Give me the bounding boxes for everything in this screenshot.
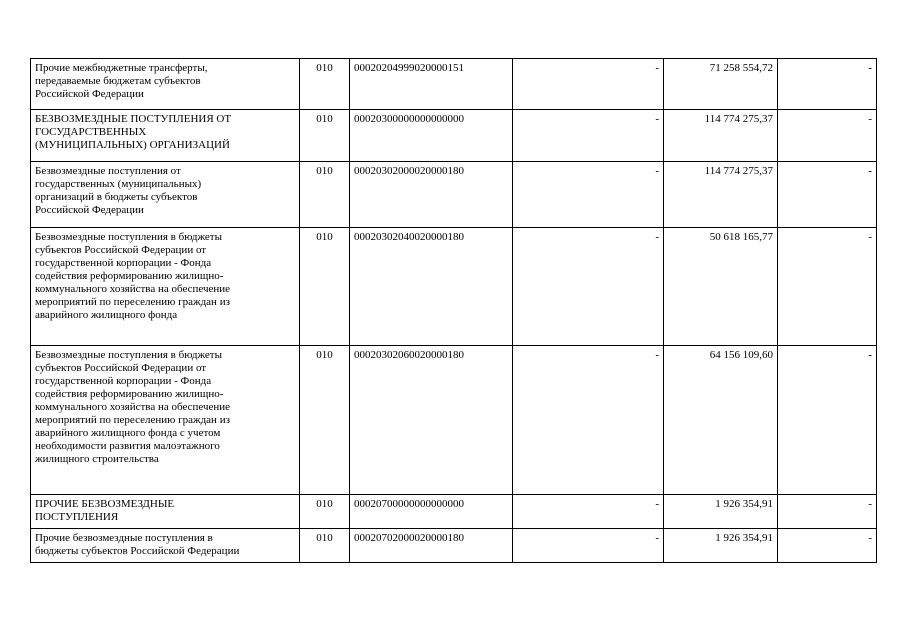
- row-name-cell: Безвозмездные поступления от государственных (муниципальных) организаций в бюджеты субъектов Российской Федерации: [31, 162, 300, 228]
- row-remainder-cell: -: [778, 110, 877, 162]
- row-budget-code-cell: 00020302000020000180: [350, 162, 513, 228]
- row-admin-code-cell: 010: [300, 495, 350, 529]
- row-plan-cell: -: [513, 162, 664, 228]
- row-budget-code-cell: 00020300000000000000: [350, 110, 513, 162]
- row-admin-code-cell: 010: [300, 228, 350, 346]
- row-executed-cell: 1 926 354,91: [664, 529, 778, 563]
- table-row: [31, 346, 877, 495]
- row-name-cell: ПРОЧИЕ БЕЗВОЗМЕЗДНЫЕ ПОСТУПЛЕНИЯ: [31, 495, 300, 529]
- row-budget-code-cell: 00020302040020000180: [350, 228, 513, 346]
- row-plan-cell: -: [513, 59, 664, 110]
- row-remainder-cell: -: [778, 59, 877, 110]
- table-row: [31, 110, 877, 162]
- row-name-cell: Безвозмездные поступления в бюджеты субъектов Российской Федерации от государственной корпорации - Фонда содействия реформированию жилищно- коммунального хозяйства на обеспечение мероприятий по переселению граждан из аварийного жилищного фонда с учетом необходимости развития малоэтажного жилищного строительства: [31, 346, 300, 495]
- row-admin-code-cell: 010: [300, 59, 350, 110]
- row-plan-cell: -: [513, 495, 664, 529]
- row-executed-cell: 114 774 275,37: [664, 162, 778, 228]
- row-executed-cell: 114 774 275,37: [664, 110, 778, 162]
- table-row: [31, 162, 877, 228]
- row-budget-code-cell: 00020700000000000000: [350, 495, 513, 529]
- row-name-cell: БЕЗВОЗМЕЗДНЫЕ ПОСТУПЛЕНИЯ ОТ ГОСУДАРСТВЕННЫХ (МУНИЦИПАЛЬНЫХ) ОРГАНИЗАЦИЙ: [31, 110, 300, 162]
- row-plan-cell: -: [513, 346, 664, 495]
- row-remainder-cell: -: [778, 228, 877, 346]
- row-name-cell: Прочие безвозмездные поступления в бюджеты субъектов Российской Федерации: [31, 529, 300, 563]
- row-plan-cell: -: [513, 110, 664, 162]
- table-row: [31, 228, 877, 346]
- row-name-cell: Прочие межбюджетные трансферты, передаваемые бюджетам субъектов Российской Федерации: [31, 59, 300, 110]
- row-budget-code-cell: 00020302060020000180: [350, 346, 513, 495]
- budget-revenue-table: [30, 58, 877, 563]
- row-budget-code-cell: 00020702000020000180: [350, 529, 513, 563]
- row-remainder-cell: -: [778, 529, 877, 563]
- row-plan-cell: -: [513, 228, 664, 346]
- row-admin-code-cell: 010: [300, 346, 350, 495]
- row-admin-code-cell: 010: [300, 162, 350, 228]
- row-admin-code-cell: 010: [300, 110, 350, 162]
- row-executed-cell: 50 618 165,77: [664, 228, 778, 346]
- row-executed-cell: 1 926 354,91: [664, 495, 778, 529]
- row-executed-cell: 64 156 109,60: [664, 346, 778, 495]
- row-name-cell: Безвозмездные поступления в бюджеты субъектов Российской Федерации от государственной корпорации - Фонда содействия реформированию жилищно- коммунального хозяйства на обеспечение мероприятий по переселению граждан из аварийного жилищного фонда: [31, 228, 300, 346]
- table-row: [31, 529, 877, 563]
- row-remainder-cell: -: [778, 162, 877, 228]
- row-remainder-cell: -: [778, 346, 877, 495]
- row-plan-cell: -: [513, 529, 664, 563]
- table-row: [31, 495, 877, 529]
- table-row: [31, 59, 877, 110]
- row-executed-cell: 71 258 554,72: [664, 59, 778, 110]
- row-remainder-cell: -: [778, 495, 877, 529]
- row-admin-code-cell: 010: [300, 529, 350, 563]
- row-budget-code-cell: 00020204999020000151: [350, 59, 513, 110]
